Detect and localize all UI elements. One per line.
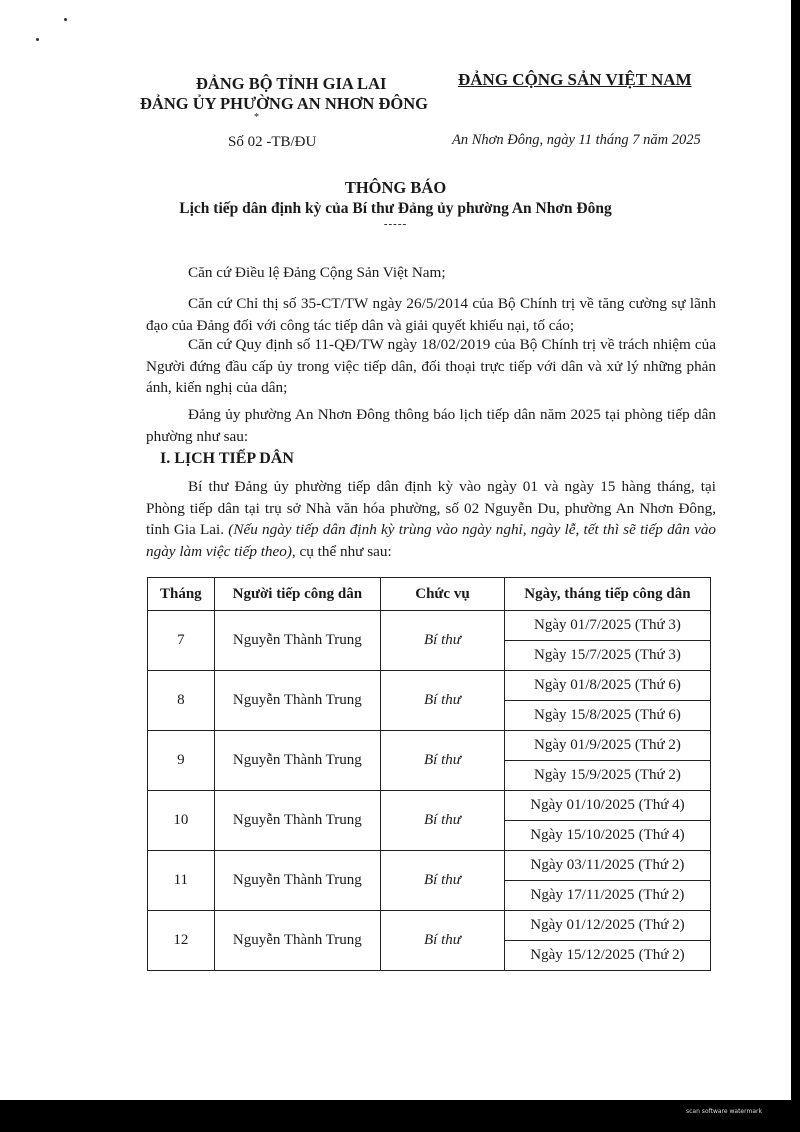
cell-role: Bí thư — [381, 611, 505, 671]
cell-person: Nguyễn Thành Trung — [214, 671, 380, 731]
paragraph-basis-regulation — [146, 334, 716, 399]
cell-date: Ngày 15/8/2025 (Thứ 6) — [504, 701, 710, 731]
cell-person: Nguyễn Thành Trung — [214, 791, 380, 851]
cell-role: Bí thư — [381, 911, 505, 971]
cell-date: Ngày 01/9/2025 (Thứ 2) — [504, 731, 710, 761]
cell-role: Bí thư — [381, 731, 505, 791]
paragraph-text: Bí thư Đảng ủy phường tiếp dân định kỳ vào ngày 01 và ngày 15 hàng tháng, tại Phòng tiếp dân tại trụ sở Nhà văn hóa phường, số 02 Nguyễn Du, phường An Nhơn Đông, tỉnh Gia Lai. — [146, 478, 716, 538]
cell-date: Ngày 15/7/2025 (Thứ 3) — [504, 641, 710, 671]
cell-date: Ngày 01/10/2025 (Thứ 4) — [504, 791, 710, 821]
party-name: ĐẢNG CỘNG SẢN VIỆT NAM — [458, 70, 692, 89]
table-row — [148, 911, 711, 941]
cell-person: Nguyễn Thành Trung — [214, 611, 380, 671]
paragraph-note: (Nếu ngày tiếp dân định kỳ trùng vào ngày nghỉ, ngày lễ, tết thì sẽ tiếp dân vào ngày làm việc tiếp theo) — [146, 521, 717, 560]
header-person: Người tiếp công dân — [214, 578, 380, 611]
paragraph-text: Căn cứ Điều lệ Đảng Cộng Sản Việt Nam; — [188, 264, 446, 281]
paragraph-text: , cụ thể như sau: — [291, 542, 392, 560]
table-row — [148, 791, 711, 821]
table-row — [148, 851, 711, 881]
cell-month: 12 — [148, 911, 215, 971]
header-month: Tháng — [148, 578, 215, 611]
table-row — [148, 731, 711, 761]
cell-month: 8 — [148, 671, 215, 731]
cell-month: 11 — [148, 851, 215, 911]
cell-person: Nguyễn Thành Trung — [214, 731, 380, 791]
cell-date: Ngày 15/9/2025 (Thứ 2) — [504, 761, 710, 791]
paragraph-announcement — [146, 404, 716, 447]
scan-speck — [64, 18, 67, 21]
paragraph-text: Căn cứ Quy định số 11-QĐ/TW ngày 18/02/2019 của Bộ Chính trị về trách nhiệm của Người đứng đầu cấp ủy trong việc tiếp dân, đối thoại trực tiếp với dân và xử lý những phản ánh, kiến nghị của dân; — [146, 336, 716, 396]
cell-role: Bí thư — [381, 791, 505, 851]
scanner-watermark: scan software watermark — [686, 1108, 762, 1115]
org-line-1: ĐẢNG BỘ TỈNH GIA LAI — [196, 74, 387, 93]
document-title: THÔNG BÁO — [344, 178, 447, 197]
org-line-2: ĐẢNG ỦY PHƯỜNG AN NHƠN ĐÔNG — [140, 94, 428, 113]
cell-date: Ngày 17/11/2025 (Thứ 2) — [504, 881, 710, 911]
title-divider: ----- — [383, 218, 408, 230]
cell-date: Ngày 01/12/2025 (Thứ 2) — [504, 911, 710, 941]
cell-role: Bí thư — [381, 671, 505, 731]
table-row — [148, 671, 711, 701]
paragraph-basis-directive — [146, 293, 716, 336]
paragraph-schedule-intro — [146, 476, 716, 562]
cell-date: Ngày 15/10/2025 (Thứ 4) — [504, 821, 710, 851]
scan-speck — [36, 38, 39, 41]
cell-date: Ngày 01/7/2025 (Thứ 3) — [504, 611, 710, 641]
schedule-table — [147, 577, 711, 971]
cell-month: 9 — [148, 731, 215, 791]
document-number: Số 02 -TB/ĐU — [228, 134, 317, 150]
header-dates: Ngày, tháng tiếp công dân — [504, 578, 710, 611]
cell-role: Bí thư — [381, 851, 505, 911]
header-role: Chức vụ — [381, 578, 505, 611]
paragraph-text: Đảng ủy phường An Nhơn Đông thông báo lịch tiếp dân năm 2025 tại phòng tiếp dân phường như sau: — [146, 406, 716, 445]
paragraph-text: Căn cứ Chỉ thị số 35-CT/TW ngày 26/5/2014 của Bộ Chính trị về tăng cường sự lãnh đạo của Đảng đối với công tác tiếp dân và giải quyết khiếu nại, tố cáo; — [146, 295, 716, 334]
section-heading: I. LỊCH TIẾP DÂN — [160, 450, 294, 467]
cell-person: Nguyễn Thành Trung — [214, 851, 380, 911]
document-subtitle: Lịch tiếp dân định kỳ của Bí thư Đảng ủy phường An Nhơn Đông — [179, 200, 612, 217]
paragraph-basis-charter — [146, 262, 716, 284]
cell-month: 10 — [148, 791, 215, 851]
cell-date: Ngày 03/11/2025 (Thứ 2) — [504, 851, 710, 881]
cell-person: Nguyễn Thành Trung — [214, 911, 380, 971]
table-header-row — [148, 578, 711, 611]
document-date: An Nhơn Đông, ngày 11 tháng 7 năm 2025 — [452, 132, 701, 148]
cell-month: 7 — [148, 611, 215, 671]
star-mark: * — [254, 112, 259, 123]
cell-date: Ngày 01/8/2025 (Thứ 6) — [504, 671, 710, 701]
cell-date: Ngày 15/12/2025 (Thứ 2) — [504, 941, 710, 971]
table-row — [148, 611, 711, 641]
